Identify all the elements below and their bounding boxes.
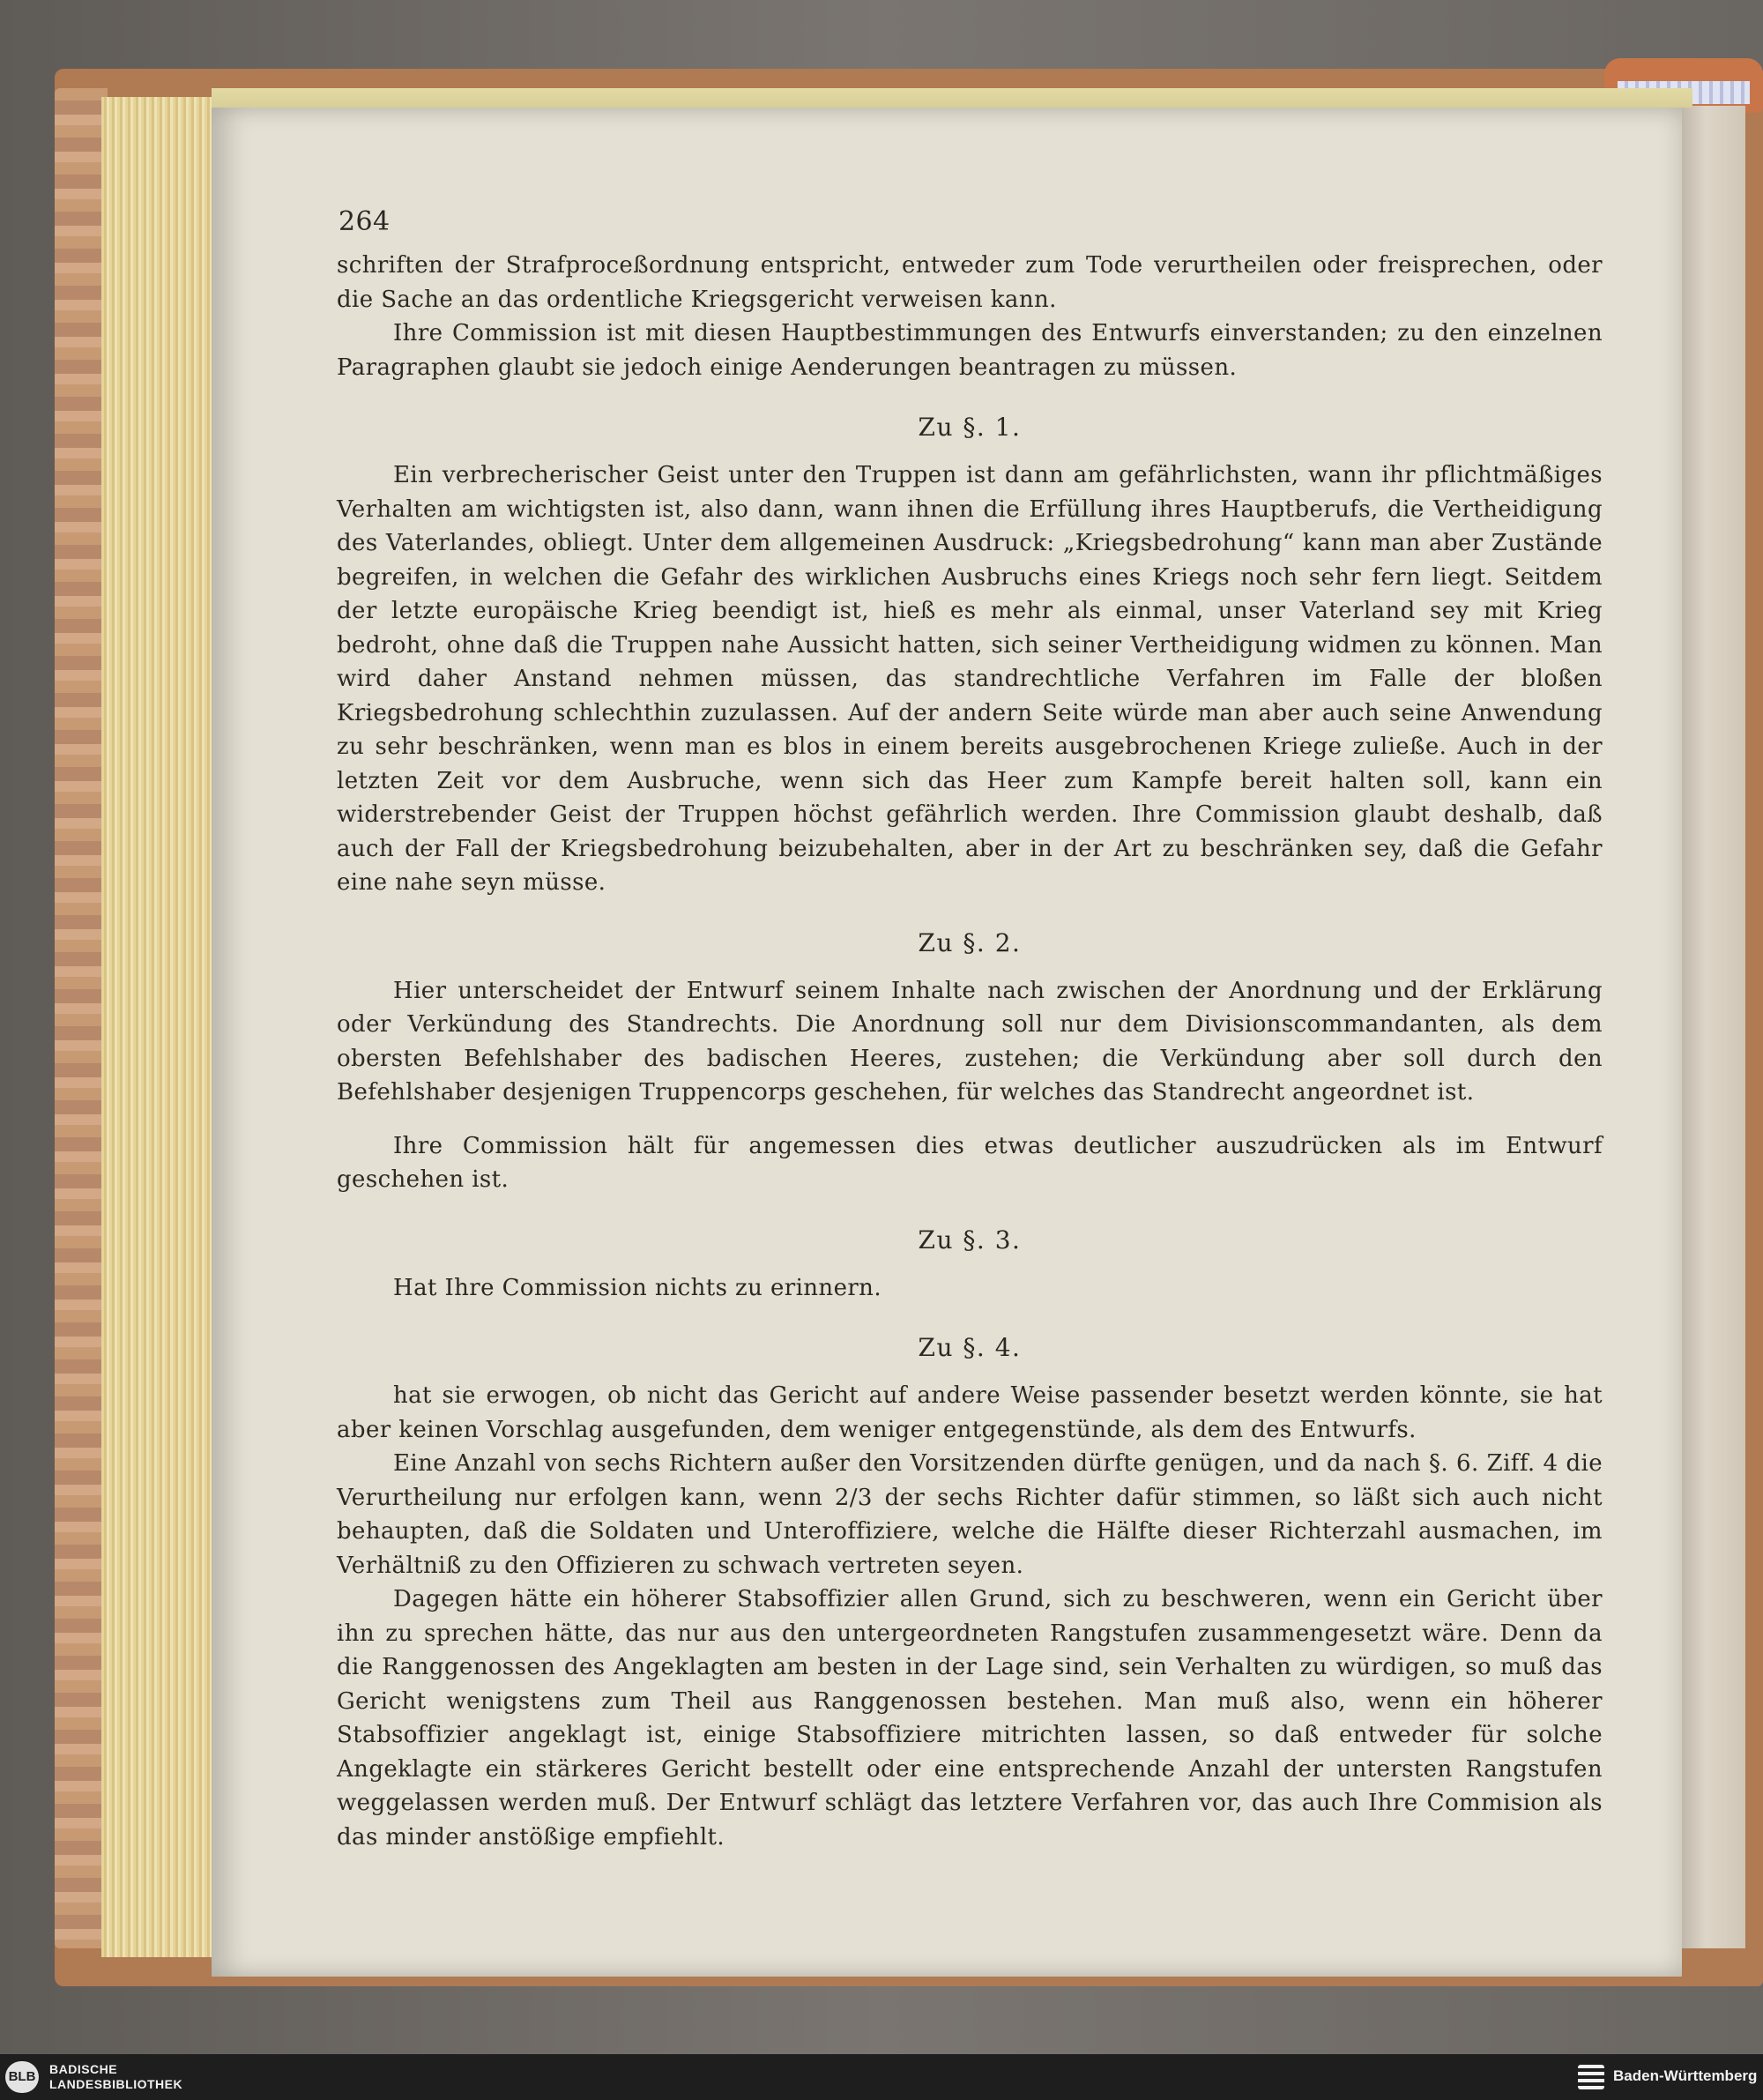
section-heading: Zu §. 4. <box>918 1333 1022 1362</box>
page-top-edge <box>212 88 1692 108</box>
paragraph: Hat Ihre Commission nichts zu erinnern. <box>393 1274 882 1301</box>
paragraph: schriften der Strafproceßordnung entspricht, entweder zum Tode verurtheilen oder freisprechen, oder die Sache an das ordentliche Kriegsgericht verweisen kann. <box>337 252 1603 313</box>
page-text <box>337 196 1603 1854</box>
section-heading: Zu §. 1. <box>918 413 1022 442</box>
paragraph: Hier unterscheidet der Entwurf seinem Inhalte nach zwischen der Anordnung und der Erklärung oder Verkündung des Standrechts. Die Anordnung soll nur dem Divisionscommandanten, als dem obersten Befehlshaber des badischen Heeres, zustehen; die Verkündung aber soll durch den Befehlshaber desjenigen Truppencorps geschehen, für welches das Standrecht angeordnet ist. <box>337 977 1603 1106</box>
page-number: 264 <box>338 206 391 237</box>
blb-logo-icon[interactable]: BLB <box>5 2061 39 2093</box>
paragraph: Dagegen hätte ein höherer Stabsoffizier allen Grund, sich zu beschweren, wenn ein Gericht über ihn zu sprechen hätte, das nur aus den untergeordneten Rangstufen zusammengesetzt wäre. Denn da die Ranggenossen des Angeklagten am besten in der Lage sind, sein Verhalten zu würdigen, so muß das Gericht wenigstens zum Theil aus Ranggenossen bestehen. Man muß also, wenn ein höherer Stabsoffizier angeklagt ist, einige Stabsoffiziere mitrichten lassen, so daß entweder für solche Angeklagte ein stärkeres Gericht bestellt oder eine entsprechende Anzahl der untersten Rangstufen weggelassen werden muß. Der Entwurf schlägt das letztere Verfahren vor, das auch Ihre Commision als das minder anstößige empfiehlt. <box>337 1586 1603 1851</box>
section-heading: Zu §. 3. <box>918 1225 1022 1255</box>
state-name[interactable]: Baden-Württemberg <box>1613 2067 1758 2084</box>
paragraph: Ihre Commission hält für angemessen dies etwas deutlicher auszudrücken als im Entwurf geschehen ist. <box>337 1132 1603 1193</box>
page-block-right <box>1679 106 1745 1948</box>
paragraph: hat sie erwogen, ob nicht das Gericht auf andere Weise passender besetzt werden könnte, sie hat aber keinen Vorschlag ausgefunden, dem weniger entgegenstünde, als dem des Entwurfs. <box>337 1382 1603 1443</box>
library-name[interactable] <box>49 2062 182 2092</box>
paragraph: Eine Anzahl von sechs Richtern außer den Vorsitzenden dürfte genügen, und da nach §. 6. Ziff. 4 die Verurtheilung nur erfolgen kann, wenn 2/3 der sechs Richter dafür stimmen, so läßt sich auch nicht behaupten, daß die Soldaten und Unteroffiziere, welche die Hälfte dieser Richterzahl ausmachen, im Verhältniß zu den Offizieren zu schwach vertreten seyen. <box>337 1450 1603 1579</box>
library-name-line1: BADISCHE <box>49 2062 118 2076</box>
book-spine-marbling <box>55 88 108 1948</box>
library-name-line2: LANDESBIBLIOTHEK <box>49 2077 183 2091</box>
section-heading: Zu §. 2. <box>918 927 1022 957</box>
paragraph: Ein verbrecherischer Geist unter den Truppen ist dann am gefährlichsten, wann ihr pflichtmäßiges Verhalten am wichtigsten ist, also dann, wann ihnen die Erfüllung ihres Hauptberufs, die Vertheidigung des Vaterlandes, obliegt. Unter dem allgemeinen Ausdruck: „Kriegsbedrohung“ kann man aber Zustände begreifen, in welchen die Gefahr des wirklichen Ausbruchs eines Kriegs noch sehr fern liegt. Seitdem der letzte europäische Krieg beendigt ist, hieß es mehr als einmal, unser Vaterland sey mit Krieg bedroht, ohne daß die Truppen nahe Aussicht hatten, sich seiner Vertheidigung widmen zu können. Man wird daher Anstand nehmen müssen, das standrechtliche Verfahren im Falle der bloßen Kriegsbedrohung schlechthin zuzulassen. Auf der andern Seite würde man aber auch seine Anwendung zu sehr beschränken, wenn man es blos in einem bereits ausgebrochenen Kriege zuließe. Auch in der letzten Zeit vor dem Ausbruche, wenn sich das Heer zum Kampfe bereit halten soll, kann ein widerstrebender Geist der Truppen höchst gefährlich werden. Ihre Commission glaubt deshalb, daß auch der Fall der Kriegsbedrohung beizubehalten, aber in der Art zu beschränken sey, daß die Gefahr eine nahe seyn müsse. <box>337 462 1603 896</box>
baden-wuerttemberg-lion-icon <box>1578 2065 1604 2089</box>
paragraph: Ihre Commission ist mit diesen Hauptbestimmungen des Entwurfs einverstanden; zu den einzelnen Paragraphen glaubt sie jedoch einige Aenderungen beantragen zu müssen. <box>337 320 1603 381</box>
page-block-left <box>101 97 218 1957</box>
footer-bar <box>0 2054 1763 2100</box>
